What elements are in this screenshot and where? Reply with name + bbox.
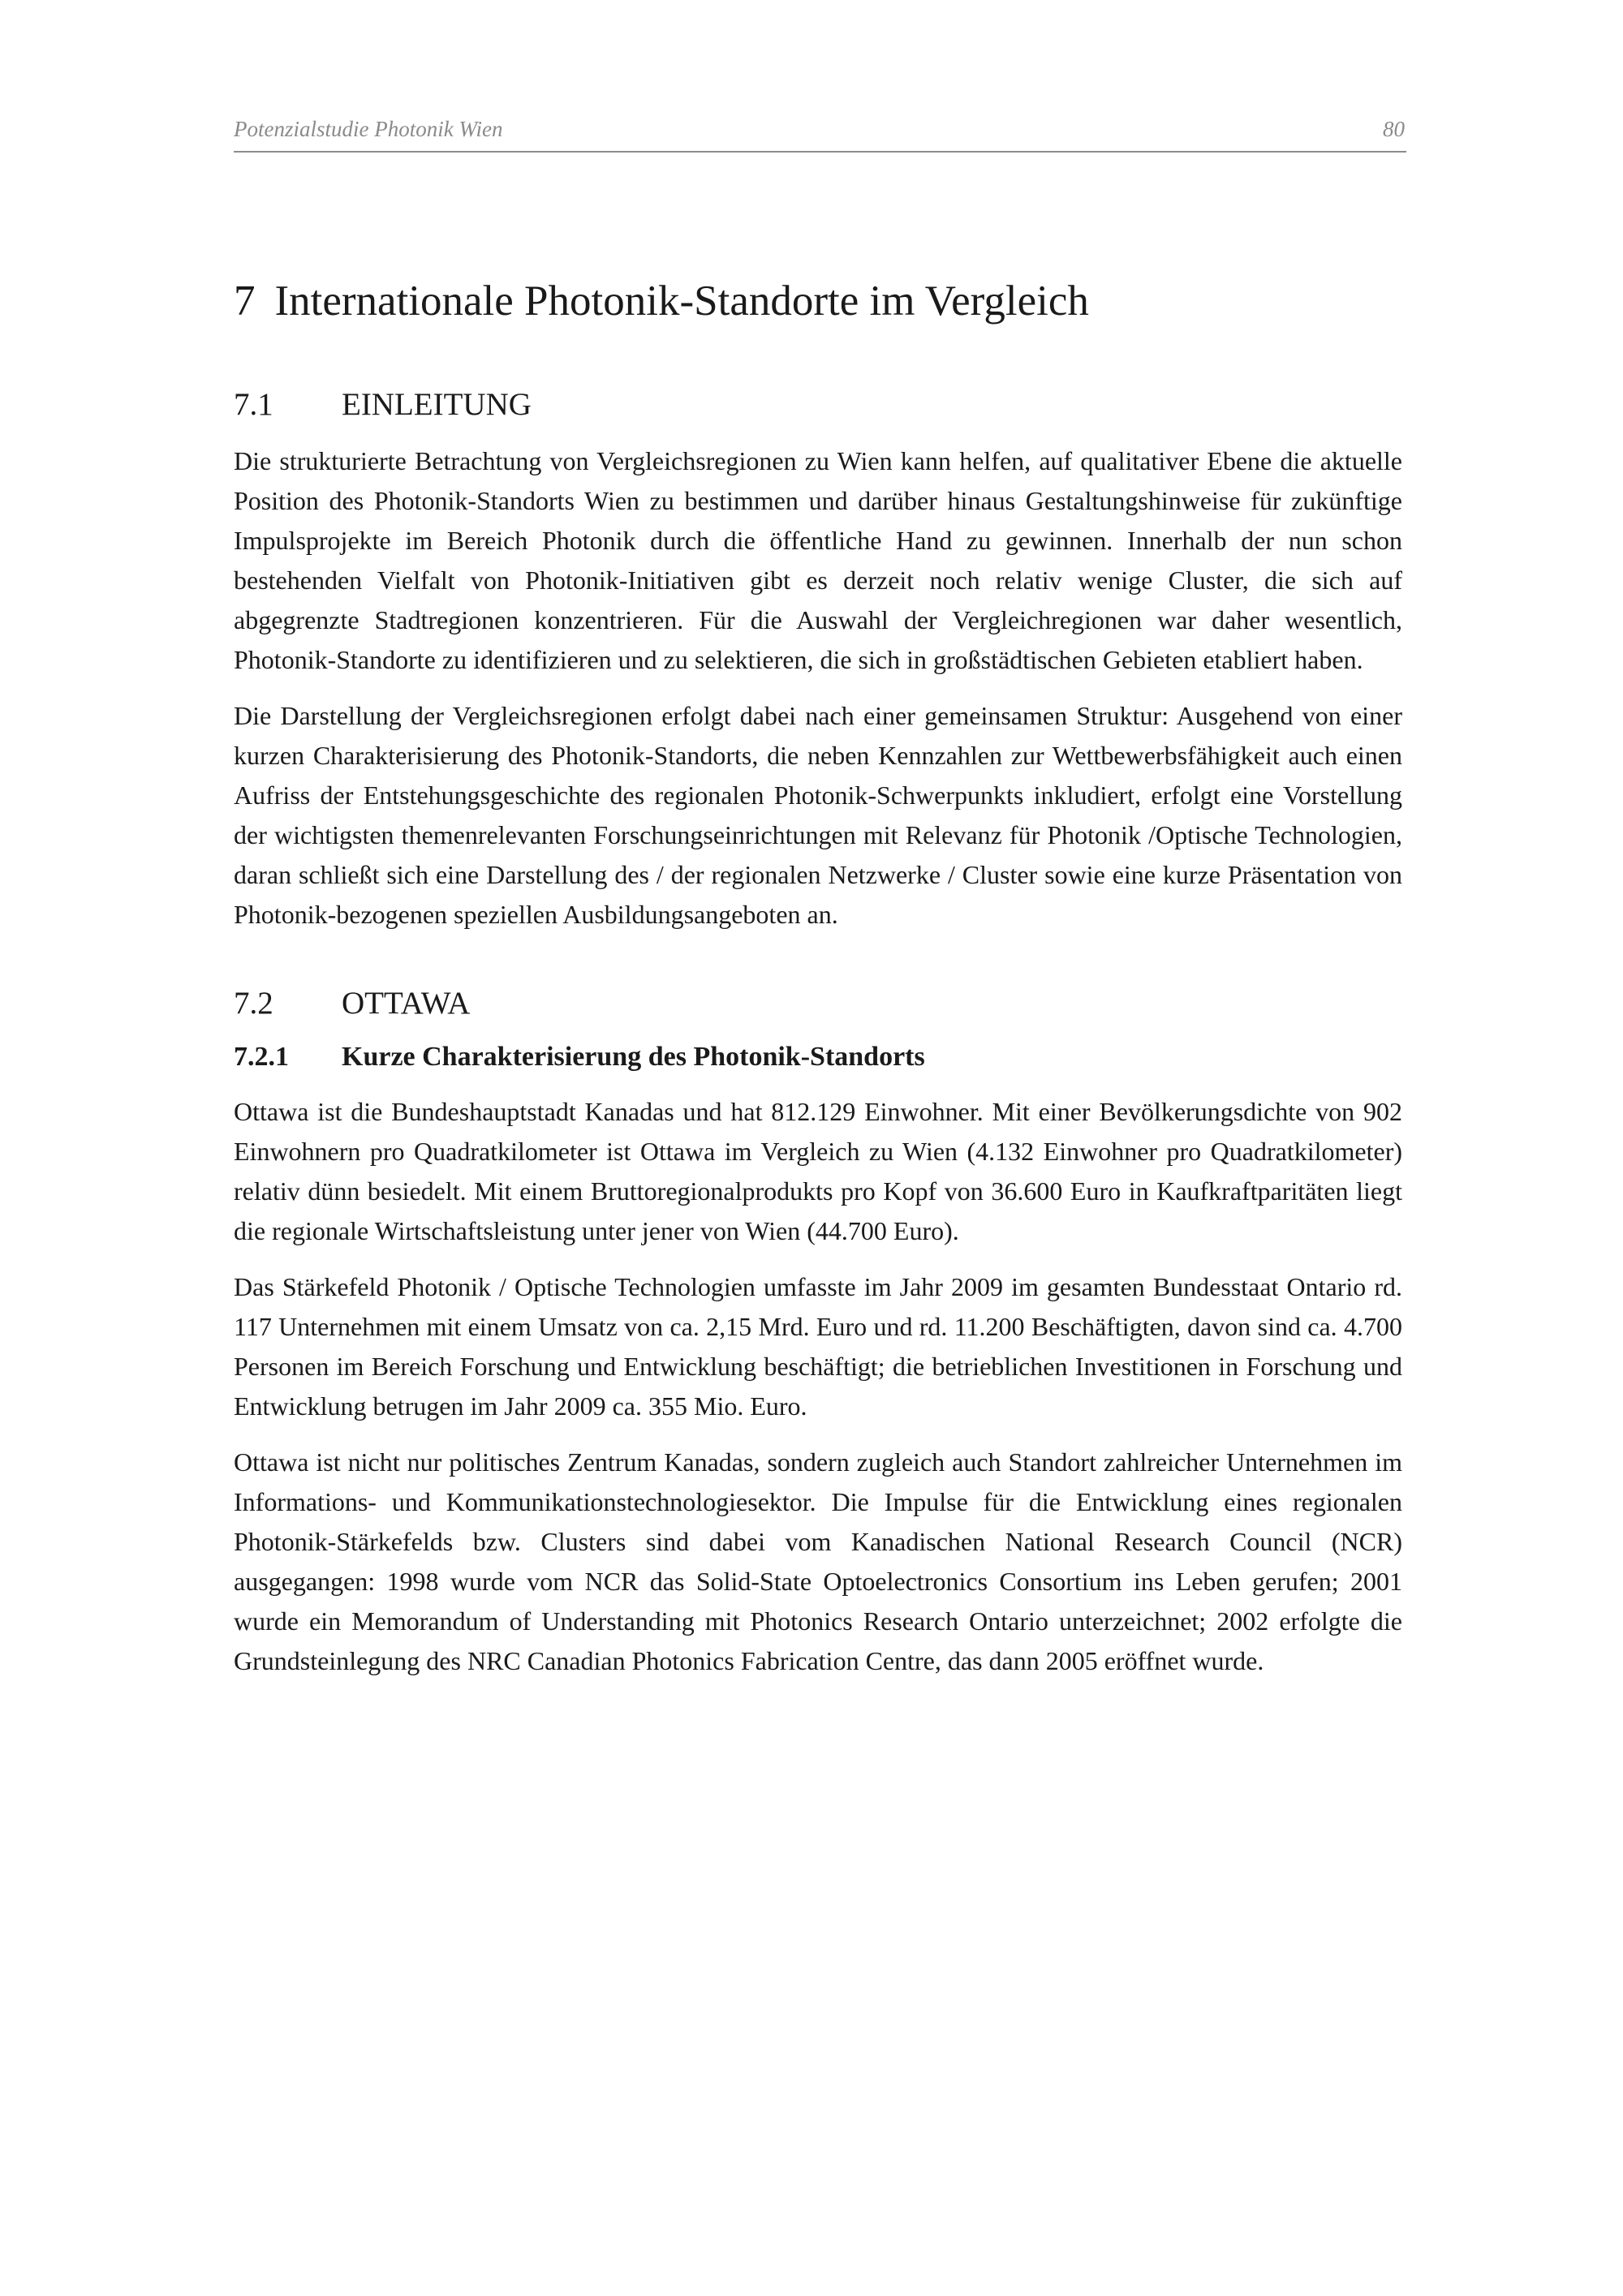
section-number: 7.2 <box>234 986 273 1021</box>
section-title: OTTAWA <box>342 986 471 1021</box>
chapter-heading <box>234 276 1402 328</box>
section-title: EINLEITUNG <box>342 386 532 422</box>
paragraph: Ottawa ist die Bundeshauptstadt Kanadas und hat 812.129 Einwohner. Mit einer Bevölkerungsdichte von 902 Einwohnern pro Quadratkilometer ist Ottawa im Vergleich zu Wien (4.132 Einwohner pro Quadratkilometer) relativ dünn besiedelt. Mit einem Bruttoregionalprodukts pro Kopf von 36.600 Euro in Kaufkraftparitäten liegt die regionale Wirtschaftsleistung unter jener von Wien (44.700 Euro). <box>234 1096 1402 1245</box>
subsection-title: Kurze Charakterisierung des Photonik-Standorts <box>342 1042 925 1073</box>
subsection-heading <box>234 1041 1402 1074</box>
chapter-number: 7 <box>234 277 256 325</box>
paragraph: Ottawa ist nicht nur politisches Zentrum Kanadas, sondern zugleich auch Standort zahlreicher Unternehmen im Informations- und Kommunikationstechnologiesektor. Die Impulse für die Entwicklung eines regionalen Photonik-Stärkefelds bzw. Clusters sind dabei vom Kanadischen National Research Council (NCR) ausgegangen: 1998 wurde vom NCR das Solid-State Optoelectronics Consortium ins Leben gerufen; 2001 wurde ein Memorandum of Understanding mit Photonics Research Ontario unterzeichnet; 2002 erfolgte die Grundsteinlegung des NRC Canadian Photonics Fabrication Centre, das dann 2005 eröffnet wurde. <box>234 1447 1402 1675</box>
page-number: 80 <box>1383 117 1405 141</box>
section-heading-einleitung <box>234 386 1402 424</box>
section-number: 7.1 <box>234 386 273 422</box>
section-heading-ottawa <box>234 985 1402 1023</box>
paragraph: Die Darstellung der Vergleichsregionen erfolgt dabei nach einer gemeinsamen Struktur: Ausgehend von einer kurzen Charakterisierung des Photonik-Standorts, die neben Kennzahlen zur Wettbewerbsfähigkeit auch einen Aufriss der Entstehungsgeschichte des regionalen Photonik-Schwerpunkts inkludiert, erfolgt eine Vorstellung der wichtigsten themenrelevanten Forschungseinrichtungen mit Relevanz für Photonik /Optische Technologien, daran schließt sich eine Darstellung des / der regionalen Netzwerke / Cluster sowie eine kurze Präsentation von Photonik-bezogenen speziellen Ausbildungsangeboten an. <box>234 701 1402 930</box>
subsection-number: 7.2.1 <box>234 1042 289 1073</box>
chapter-title: Internationale Photonik-Standorte im Vergleich <box>274 277 1089 325</box>
running-header <box>234 114 1406 153</box>
page-content <box>234 276 1402 1697</box>
running-header-title: Potenzialstudie Photonik Wien <box>234 117 503 141</box>
paragraph: Die strukturierte Betrachtung von Vergleichsregionen zu Wien kann helfen, auf qualitativer Ebene die aktuelle Position des Photonik-Standorts Wien zu bestimmen und darüber hinaus Gestaltungshinweise für zukünftige Impulsprojekte im Bereich Photonik durch die öffentliche Hand zu gewinnen. Innerhalb der nun schon bestehenden Vielfalt von Photonik-Initiativen gibt es derzeit noch relativ wenige Cluster, die sich auf abgegrenzte Stadtregionen konzentrieren. Für die Auswahl der Vergleichregionen war daher wesentlich, Photonik-Standorte zu identifizieren und zu selektieren, die sich in großstädtischen Gebieten etabliert haben. <box>234 446 1402 675</box>
paragraph: Das Stärkefeld Photonik / Optische Technologien umfasste im Jahr 2009 im gesamten Bundesstaat Ontario rd. 117 Unternehmen mit einem Umsatz von ca. 2,15 Mrd. Euro und rd. 11.200 Beschäftigten, davon sind ca. 4.700 Personen im Bereich Forschung und Entwicklung beschäftigt; die betrieblichen Investitionen in Forschung und Entwicklung betrugen im Jahr 2009 ca. 355 Mio. Euro. <box>234 1271 1402 1421</box>
